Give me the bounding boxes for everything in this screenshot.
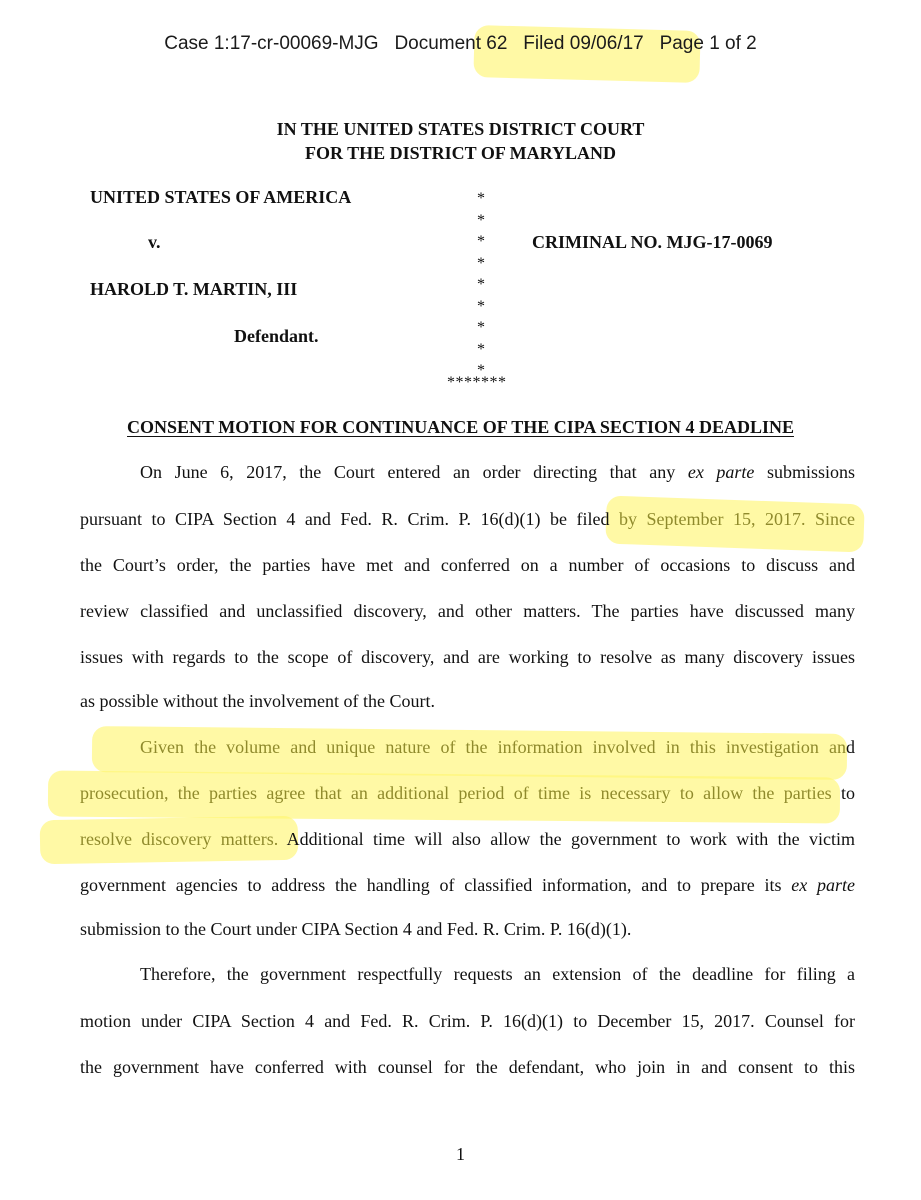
para3-line3: the government have conferred with counsel for the defendant, who join in and consent to this [80, 1057, 855, 1077]
para3-line1: Therefore, the government respectfully requests an extension of the deadline for filing a [140, 964, 855, 984]
para1-line3: the Court’s order, the parties have met and conferred on a number of occasions to discuss and [80, 555, 855, 575]
para1-line1: On June 6, 2017, the Court entered an order directing that any ex parte submissions [140, 462, 855, 482]
versus-label: v. [148, 232, 161, 252]
plaintiff-name: UNITED STATES OF AMERICA [90, 187, 352, 207]
court-title-line2: FOR THE DISTRICT OF MARYLAND [304, 143, 617, 163]
page-count: Page 1 of 2 [659, 33, 757, 54]
para1-line5: issues with regards to the scope of discovery, and are working to resolve as many discovery issues [80, 647, 855, 667]
document-header [0, 33, 921, 55]
case-number: Case 1:17-cr-00069-MJG [164, 33, 379, 54]
para2-line5: submission to the Court under CIPA Section 4 and Fed. R. Crim. P. 16(d)(1). [80, 919, 632, 939]
motion-title: CONSENT MOTION FOR CONTINUANCE OF THE CIPA SECTION 4 DEADLINE [127, 417, 794, 437]
page-number: 1 [456, 1144, 465, 1164]
defendant-label: Defendant. [234, 326, 319, 346]
para3-line2: motion under CIPA Section 4 and Fed. R. Crim. P. 16(d)(1) to December 15, 2017. Counsel for [80, 1011, 855, 1031]
court-title [0, 117, 921, 165]
caption-star-column: * * * * * * * * * [477, 190, 485, 379]
document-number: Document 62 [394, 33, 508, 54]
caption-star-row: ******* [447, 374, 507, 391]
para2-line3: resolve discovery matters. Additional time will also allow the government to work with the victim [80, 829, 856, 849]
defendant-name: HAROLD T. MARTIN, III [90, 279, 298, 299]
para2-line2: prosecution, the parties agree that an additional period of time is necessary to allow the parties to [80, 783, 855, 803]
criminal-number: CRIMINAL NO. MJG-17-0069 [532, 232, 773, 252]
court-title-line1: IN THE UNITED STATES DISTRICT COURT [276, 119, 645, 139]
filed-date: Filed 09/06/17 [523, 33, 644, 54]
para1-line6: as possible without the involvement of the Court. [80, 691, 435, 711]
para1-line2: pursuant to CIPA Section 4 and Fed. R. Crim. P. 16(d)(1) be filed by September 15, 2017. Since [80, 509, 856, 529]
para2-line4: government agencies to address the handling of classified information, and to prepare its ex parte [80, 875, 855, 895]
para1-line4: review classified and unclassified discovery, and other matters. The parties have discussed many [80, 601, 855, 621]
para2-line1: Given the volume and unique nature of the information involved in this investigation and [140, 737, 855, 757]
